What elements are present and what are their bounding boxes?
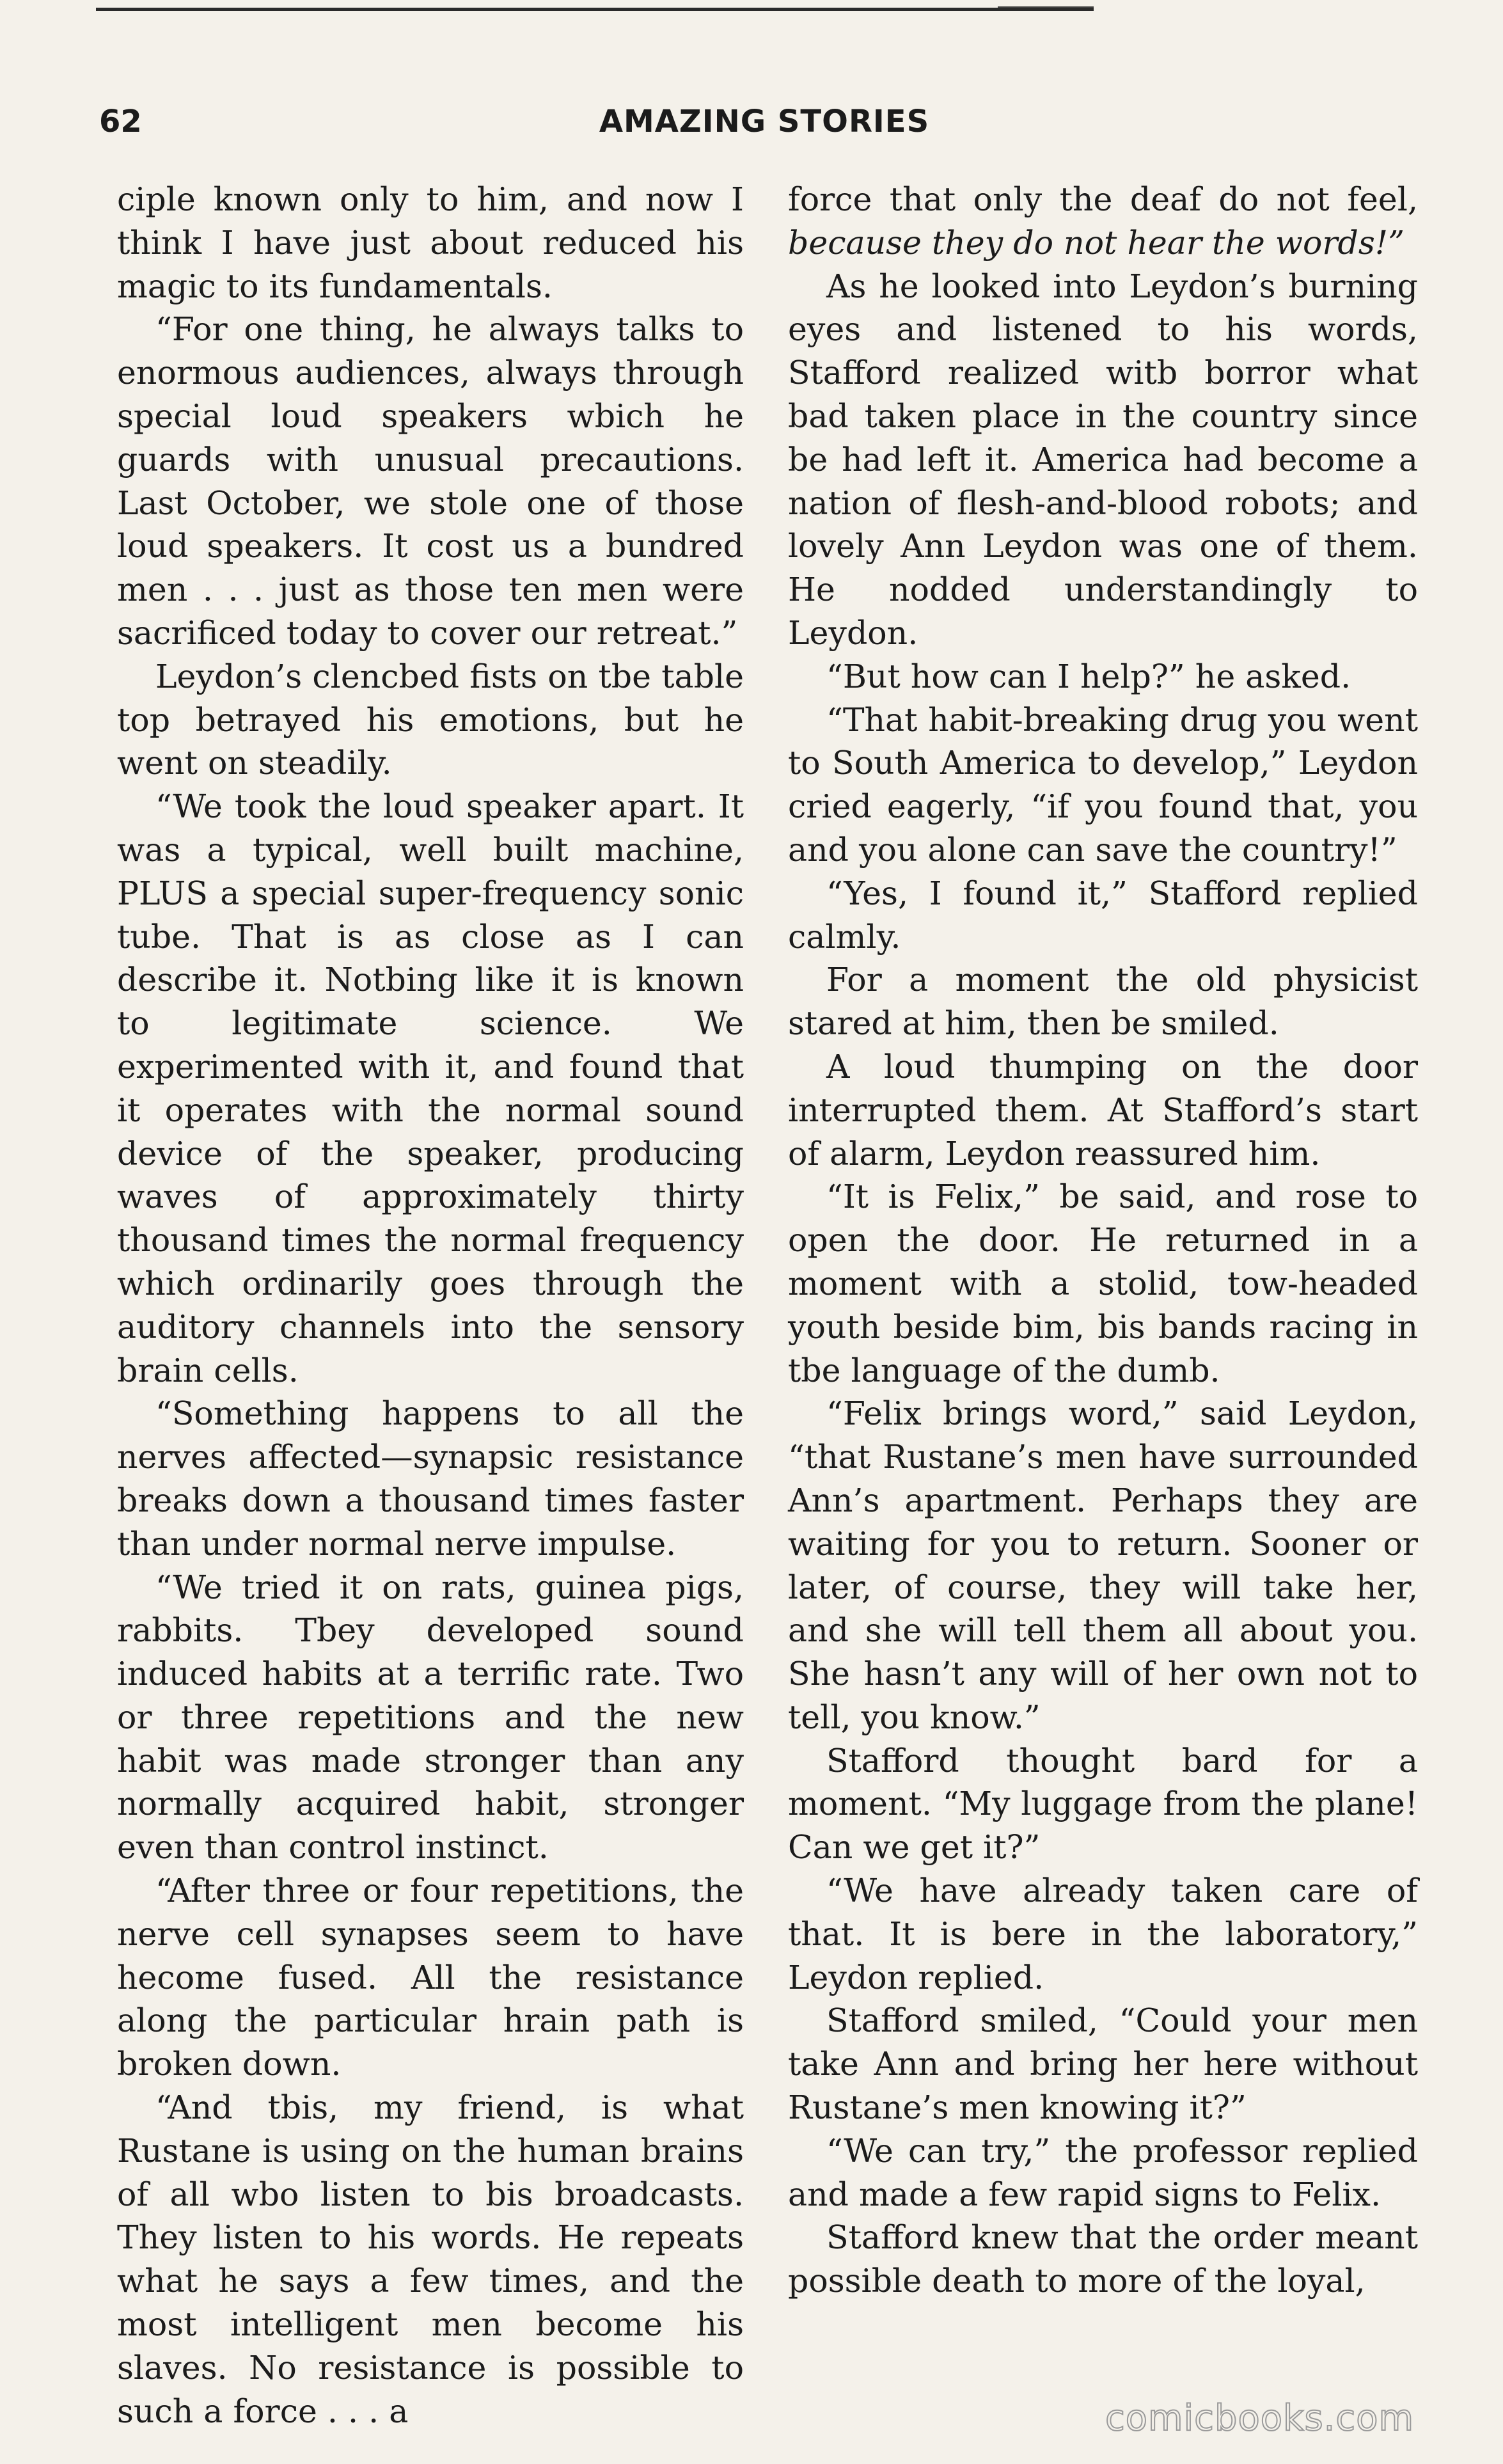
paragraph: “But how can I help?” he asked. — [826, 657, 1351, 695]
paragraph: “We can try,” the professor replied and made a few rapid signs to Felix. — [788, 2131, 1418, 2213]
paragraph: “Something happens to all the nerves affected—synapsic resistance breaks down a thousand times faster than under normal nerve impulse. — [117, 1394, 744, 1563]
paragraph: “We have already taken care of that. It is bere in the laboratory,” Leydon replied. — [788, 1872, 1418, 1996]
continuation-text: force that only the deaf do not feel, — [788, 180, 1418, 218]
paragraph: “It is Felix,” be said, and rose to open the door. He returned in a moment with a stolid, tow-headed youth beside bim, bis bands racing in tbe language of the dumb. — [788, 1178, 1418, 1389]
paragraph-continuation — [788, 178, 1418, 265]
paragraph: “For one thing, he always talks to enormous audiences, always through special loud speakers wbich he guards with unusual precautions. Last October, we stole one of those loud speakers. It cost us a bundred men . . . just as those ten men were sacrificed today to cover our retreat.” — [117, 310, 744, 652]
italic-emphasis: because they do not hear the words!” — [788, 223, 1405, 262]
page-number: 62 — [99, 104, 142, 139]
paragraph: “After three or four repetitions, the nerve cell synapses seem to have hecome fused. All the resistance along the particular hrain path is broken down. — [117, 1872, 744, 2083]
paragraph: “Yes, I found it,” Stafford replied calmly. — [788, 874, 1418, 956]
top-rule-tail — [998, 6, 1094, 8]
watermark: comicbooks.com — [1105, 2397, 1415, 2439]
paragraph: “That habit-breaking drug you went to South America to develop,” Leydon cried eagerly, “if you found that, you and you alone can save the country!” — [788, 700, 1418, 869]
left-column — [117, 178, 744, 2433]
paragraph: “And tbis, my friend, is what Rustane is using on the human brains of all wbo listen to bis broadcasts. They listen to his words. He repeats what he says a few times, and the most intelligent men become his slaves. No resistance is possible to such a force . . . a — [117, 2089, 744, 2430]
paragraph: “Felix brings word,” said Leydon, “that Rustane’s men have surrounded Ann’s apartment. Perhaps they are waiting for you to return. Sooner or later, of course, they will take her, and she will tell them all about you. She hasn’t any will of her own not to tell, you know.” — [788, 1394, 1418, 1736]
paragraph: Stafford knew that the order meant possible death to more of the loyal, — [788, 2218, 1418, 2300]
right-column — [788, 178, 1418, 2303]
paragraph: Stafford smiled, “Could your men take Ann and bring her here without Rustane’s men knowing it?” — [788, 2002, 1418, 2127]
page-header — [99, 96, 1429, 147]
paragraph: Stafford thought bard for a moment. “My luggage from the plane! Can we get it?” — [788, 1741, 1418, 1867]
paragraph: “We took the loud speaker apart. It was a typical, well built machine, PLUS a special super-frequency sonic tube. That is as close as I can describe it. Notbing like it is known to legitimate science. We experimented with it, and found that it operates with the normal sound device of the speaker, producing waves of approximately thirty thousand times the normal frequency which ordinarily goes through the auditory channels into the sensory brain cells. — [117, 787, 744, 1389]
top-rule — [96, 8, 1094, 11]
paragraph: As he looked into Leydon’s burning eyes and listened to his words, Stafford realized witb borror what bad taken place in the country since be had left it. America had become a nation of flesh-and-blood robots; and lovely Ann Leydon was one of them. He nodded understandingly to Leydon. — [788, 267, 1418, 652]
paragraph: “We tried it on rats, guinea pigs, rabbits. Tbey developed sound induced habits at a terrific rate. Two or three repetitions and the new habit was made stronger than any normally acquired habit, stronger even than control instinct. — [117, 1568, 744, 1867]
paragraph: A loud thumping on the door interrupted them. At Stafford’s start of alarm, Leydon reassured him. — [788, 1047, 1418, 1173]
paragraph: For a moment the old physicist stared at him, then be smiled. — [788, 961, 1418, 1043]
running-title: AMAZING STORIES — [599, 104, 930, 139]
paragraph: ciple known only to him, and now I think I have just about reduced his magic to its fundamentals. — [117, 180, 744, 305]
paragraph: Leydon’s clencbed fists on tbe table top betrayed his emotions, but he went on steadily. — [117, 657, 744, 782]
